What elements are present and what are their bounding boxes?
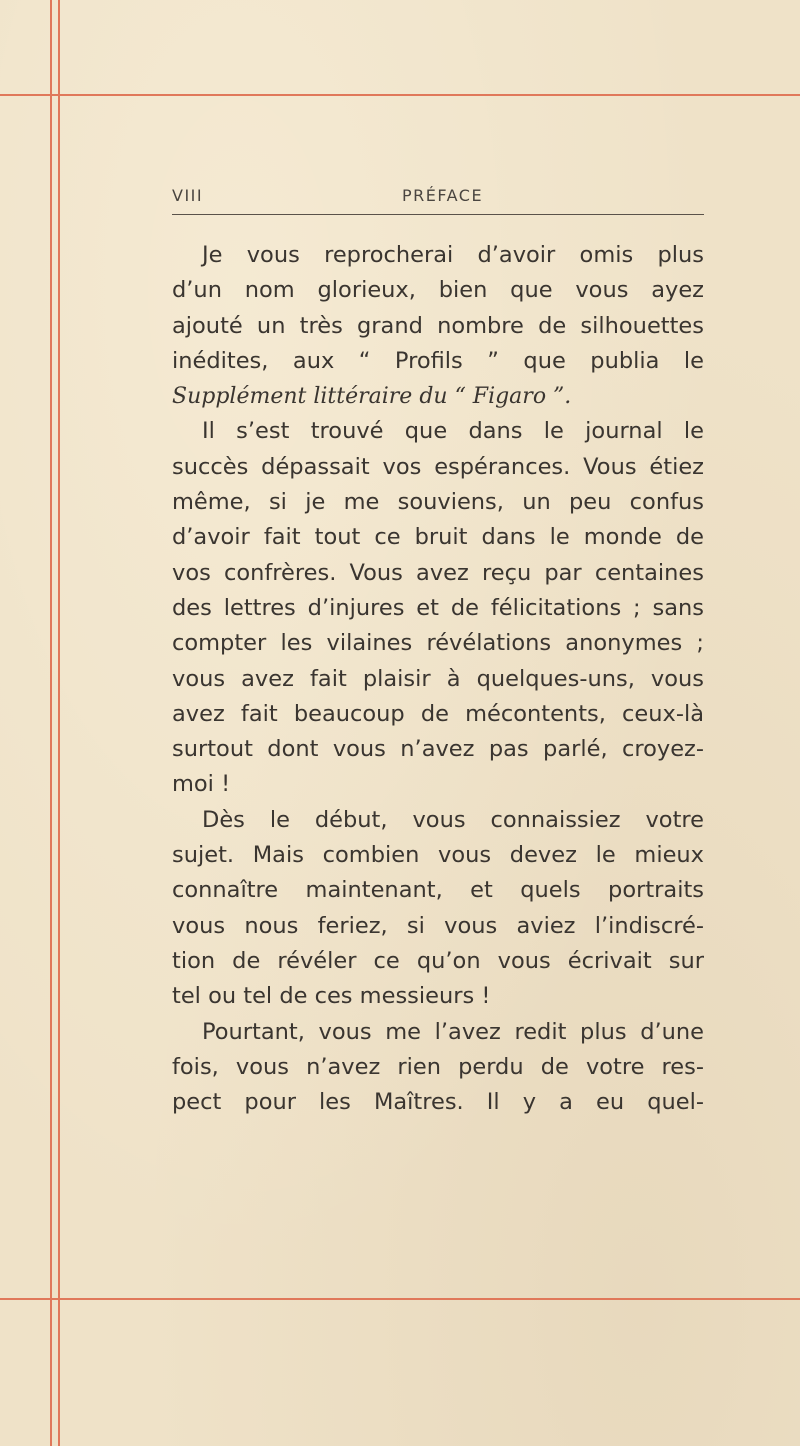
text-line: d’avoir fait tout ce bruit dans le monde de: [172, 524, 704, 551]
text-line: avez fait beaucoup de mécontents, ceux-là: [172, 700, 704, 727]
text-line: fois, vous n’avez rien perdu de votre res-: [172, 1053, 704, 1080]
text-line: Je vous reprocherai d’avoir omis plus: [202, 242, 704, 268]
text-line: tel ou tel de ces messieurs !: [172, 983, 491, 1010]
text-line: compter les vilaines révélations anonymes ;: [172, 630, 704, 657]
margin-rule-top: [0, 94, 800, 96]
running-title: PRÉFACE: [402, 186, 484, 205]
text-line: inédites, aux “ Profils ” que publia le: [172, 347, 704, 374]
header-rule: [172, 214, 704, 215]
text-line: sujet. Mais combien vous devez le mieux: [172, 842, 704, 869]
text-line: Pourtant, vous me l’avez redit plus d’une: [202, 1018, 704, 1045]
body-text: [172, 238, 704, 1120]
text-line: d’un nom glorieux, bien que vous ayez: [172, 277, 704, 304]
text-line: ajouté un très grand nombre de silhouettes: [172, 312, 704, 339]
text-line: Dès le début, vous connaissiez votre: [202, 806, 704, 833]
text-line: vous avez fait plaisir à quelques-uns, vous: [172, 665, 704, 692]
text-line: tion de révéler ce qu’on vous écrivait sur: [172, 947, 704, 974]
text-line: Il s’est trouvé que dans le journal le: [202, 418, 704, 445]
text-line: connaître maintenant, et quels portraits: [172, 877, 704, 904]
margin-rule-bottom: [0, 1298, 800, 1300]
text-line: vous nous feriez, si vous aviez l’indiscré-: [172, 912, 704, 939]
running-head: [172, 186, 704, 210]
text-line: des lettres d’injures et de félicitations ; sans: [172, 594, 704, 621]
margin-rule-left-outer: [50, 0, 52, 1446]
text-line: même, si je me souviens, un peu confus: [172, 489, 704, 516]
text-line-italic: Supplément littéraire du “ Figaro ”.: [172, 384, 572, 410]
text-line: moi !: [172, 771, 231, 798]
page-number: VIII: [172, 186, 204, 205]
text-line: vos confrères. Vous avez reçu par centaines: [172, 559, 704, 586]
margin-rule-left-inner: [58, 0, 60, 1446]
text-line: surtout dont vous n’avez pas parlé, croyez-: [172, 736, 704, 763]
text-line: succès dépassait vos espérances. Vous étiez: [172, 453, 704, 480]
text-line: pect pour les Maîtres. Il y a eu quel-: [172, 1089, 704, 1116]
